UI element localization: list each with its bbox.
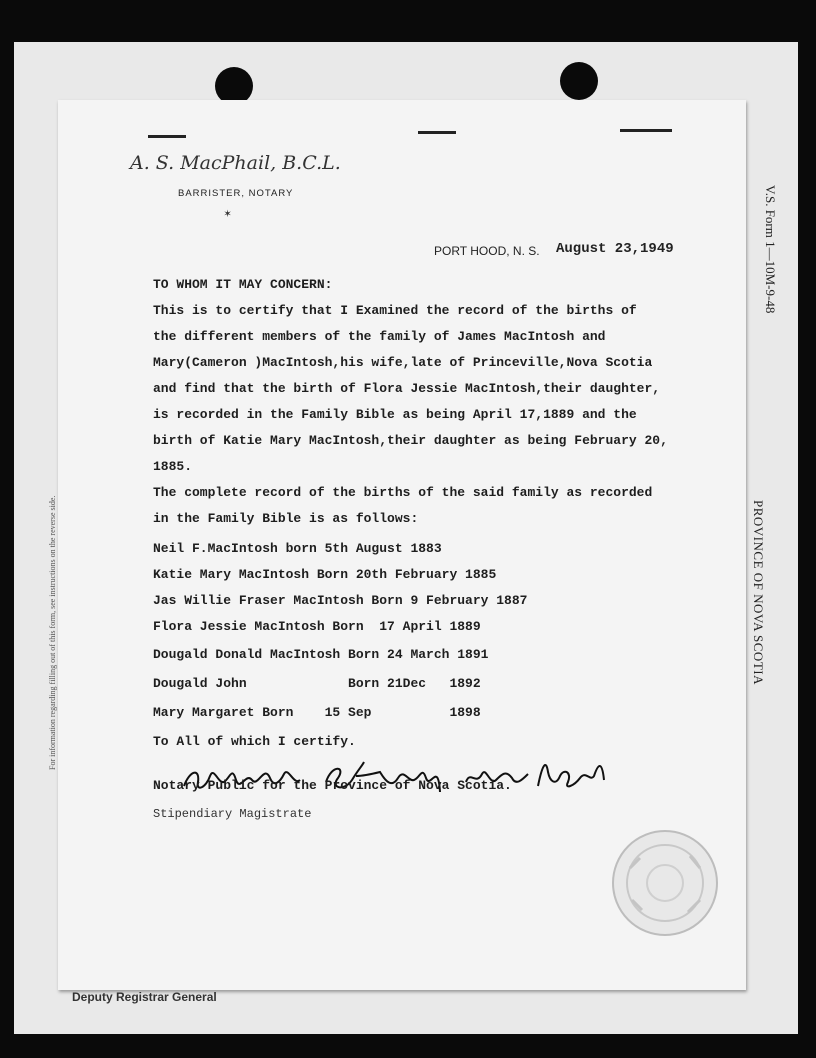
birth-record-row: Jas Willie Fraser MacIntosh Born 9 February 1887 <box>153 593 528 608</box>
certificate-letter <box>58 100 746 990</box>
body-line: the different members of the family of James MacIntosh and <box>153 329 606 344</box>
birth-record-row: Neil F.MacIntosh born 5th August 1883 <box>153 541 442 556</box>
letterhead-ornament: ✶ <box>224 207 232 221</box>
body-line: Mary(Cameron )MacIntosh,his wife,late of Princeville,Nova Scotia <box>153 355 653 370</box>
margin-tick <box>148 135 186 138</box>
notary-line: Notary Public for the Province of Nova Scotia. <box>153 778 512 793</box>
form-id: V.S. Form 1—10M-9-48 <box>763 185 778 314</box>
province-label: PROVINCE OF NOVA SCOTIA <box>751 500 766 685</box>
letter-date: August 23,1949 <box>556 241 674 257</box>
body-line: is recorded in the Family Bible as being April 17,1889 and the <box>153 407 637 422</box>
registrar-label: Deputy Registrar General <box>72 990 217 1004</box>
margin-tick <box>620 129 672 132</box>
birth-record-row: Dougald Donald MacIntosh Born 24 March 1891 <box>153 647 489 662</box>
body-line: birth of Katie Mary MacIntosh,their daughter as being February 20, <box>153 433 668 448</box>
body-line: in the Family Bible is as follows: <box>153 511 419 526</box>
margin-tick <box>418 131 456 134</box>
certify-line: To All of which I certify. <box>153 734 356 749</box>
letterhead-title: BARRISTER, NOTARY <box>178 188 294 199</box>
magistrate-line: Stipendiary Magistrate <box>153 807 312 821</box>
body-line: The complete record of the births of the said family as recorded <box>153 485 653 500</box>
notary-seal <box>610 828 720 938</box>
birth-record-row: Dougald John Born 21Dec 1892 <box>153 676 481 691</box>
place-line: PORT HOOD, N. S. <box>434 244 540 258</box>
body-line: 1885. <box>153 459 193 474</box>
letterhead-name: A. S. MacPhail, B.C.L. <box>130 152 341 174</box>
form-instructions-note: For information regarding filling out of this form, see instructions on the reverse side. <box>48 495 57 770</box>
punch-hole <box>560 62 598 100</box>
birth-record-row: Katie Mary MacIntosh Born 20th February 1885 <box>153 567 497 582</box>
signature-handwritten <box>176 752 616 802</box>
birth-record-row: Flora Jessie MacIntosh Born 17 April 1889 <box>153 619 481 634</box>
body-line: and find that the birth of Flora Jessie MacIntosh,their daughter, <box>153 381 661 396</box>
birth-record-row: Mary Margaret Born 15 Sep 1898 <box>153 705 481 720</box>
salutation: TO WHOM IT MAY CONCERN: <box>153 277 333 292</box>
body-line: This is to certify that I Examined the record of the births of <box>153 303 637 318</box>
